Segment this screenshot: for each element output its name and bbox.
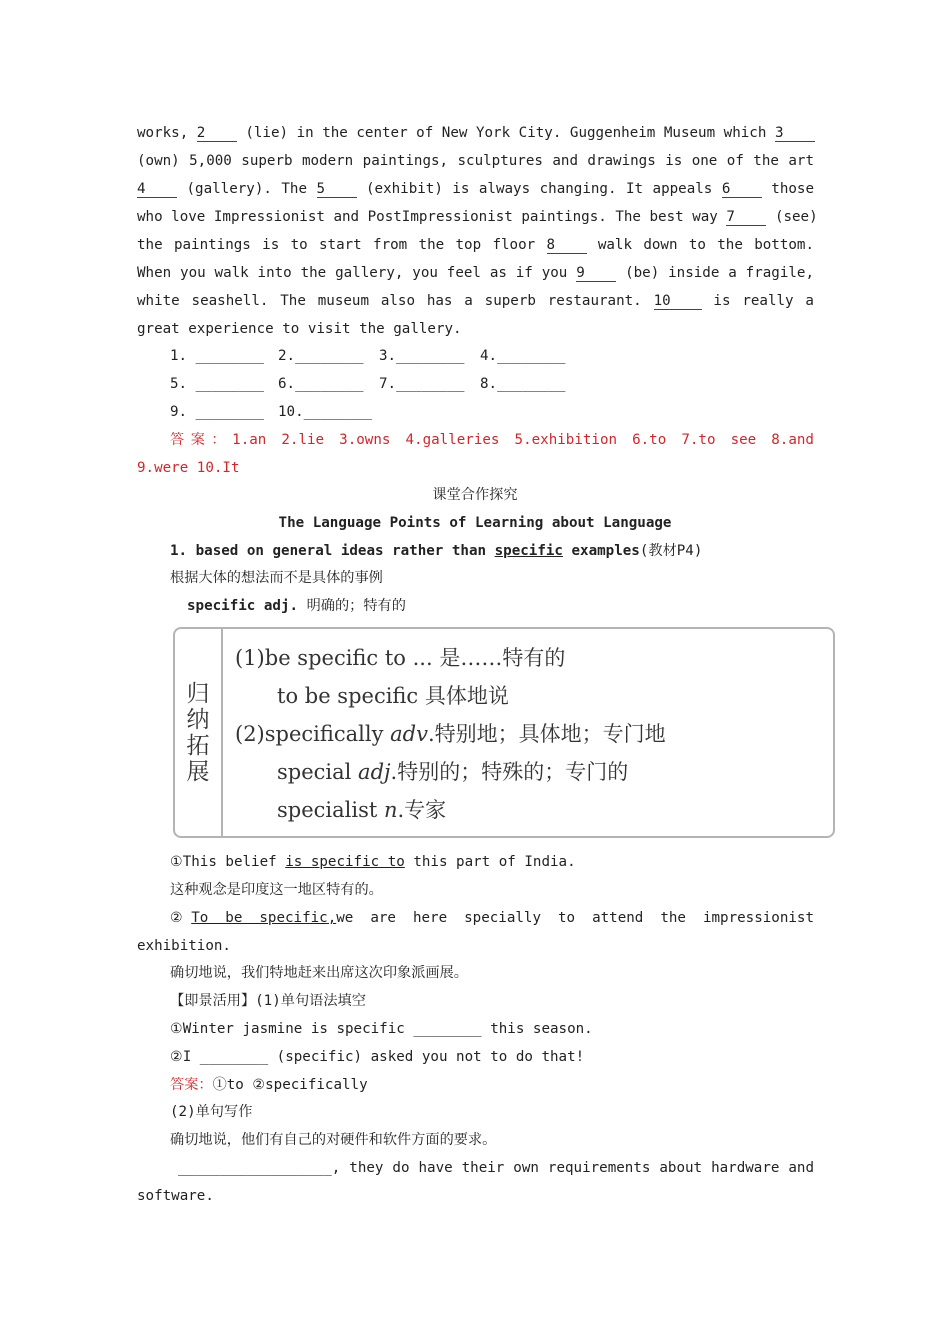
practice-question-1: ①Winter jasmine is specific ________ this season.: [170, 1021, 593, 1037]
box-line-5: specialist n.专家: [277, 798, 447, 822]
blank-10: 10: [654, 293, 702, 310]
practice-question-3-en: __________________, they do have their own requirements about hardware and: [178, 1160, 814, 1176]
passage-line-5: the paintings is to start from the top floor 8 walk down to the bottom.: [137, 237, 815, 253]
answer-slot-1[interactable]: 1. ________: [170, 348, 264, 364]
blank-6: 6: [722, 181, 762, 198]
answer-slot-3[interactable]: 3.________: [379, 348, 465, 364]
blank-8: 8: [547, 237, 587, 254]
point-1-translation: 根据大体的想法而不是具体的事例: [170, 570, 383, 586]
example-2-translation: 确切地说，我们特地赶来出席这次印象派画展。: [170, 965, 468, 981]
blank-7: 7: [726, 209, 766, 226]
section-title: 课堂合作探究: [432, 487, 518, 503]
answer-label: 答案：: [170, 432, 233, 448]
answer-slot-9[interactable]: 9. ________: [170, 404, 264, 420]
practice-question-3-cont: software.: [137, 1188, 214, 1204]
section-subtitle: The Language Points of Learning about Language: [278, 515, 672, 531]
answer-slot-8[interactable]: 8.________: [480, 376, 566, 392]
example-1-translation: 这种观念是印度这一地区特有的。: [170, 882, 383, 898]
answer-key-2: 9.were 10.It: [137, 460, 240, 476]
point-1-definition: specific adj. 明确的；特有的: [187, 598, 406, 614]
example-2: ②To be specific,we are here specially to attend the impressionist: [170, 910, 814, 926]
answer-slot-2[interactable]: 2.________: [278, 348, 364, 364]
blank-3: 3: [775, 125, 815, 142]
passage-line-2: (own) 5,000 superb modern paintings, sculptures and drawings is one of the art: [137, 153, 814, 169]
summary-box: [173, 627, 835, 838]
answer-slot-7[interactable]: 7.________: [379, 376, 465, 392]
practice-heading-2: (2)单句写作: [170, 1104, 253, 1120]
box-divider: [221, 629, 223, 836]
answer-slot-4[interactable]: 4.________: [480, 348, 566, 364]
passage-line-7: white seashell. The museum also has a superb restaurant. 10 is really a: [137, 293, 814, 309]
blank-2: 2: [197, 125, 237, 142]
blank-9: 9: [576, 265, 616, 282]
answer-slot-6[interactable]: 6.________: [278, 376, 364, 392]
answer-key-1: 答案：1.an 2.lie 3.owns 4.galleries 5.exhibition 6.to 7.to see 8.and: [170, 432, 814, 448]
blank-4: 4: [137, 181, 177, 198]
box-title: 归纳拓展: [186, 681, 210, 785]
practice-question-3: 确切地说，他们有自己的对硬件和软件方面的要求。: [170, 1132, 497, 1148]
answer-label: 答案：: [170, 1077, 213, 1093]
box-line-3: (2)specifically adv.特别地；具体地；专门地: [235, 722, 666, 746]
answer-slot-5[interactable]: 5. ________: [170, 376, 264, 392]
practice-question-2: ②I ________ (specific) asked you not to do that!: [170, 1049, 585, 1065]
answer-slot-10[interactable]: 10.________: [278, 404, 372, 420]
box-line-2: to be specific 具体地说: [277, 684, 509, 708]
passage-line-1: works, 2 (lie) in the center of New York City. Guggenheim Museum which 3: [137, 123, 814, 143]
passage-line-6: When you walk into the gallery, you feel as if you 9 (be) inside a fragile,: [137, 265, 814, 281]
box-line-1: (1)be specific to ... 是……特有的: [235, 646, 566, 670]
practice-heading: 【即景活用】(1)单句语法填空: [170, 993, 366, 1009]
passage-line-4: who love Impressionist and PostImpressionist paintings. The best way 7 (see): [137, 209, 818, 225]
passage-line-3: 4 (gallery). The 5 (exhibit) is always changing. It appeals 6 those: [137, 181, 815, 197]
practice-answer: 答案：①to ②specifically: [170, 1077, 368, 1093]
writing-blank[interactable]: __________________,: [178, 1160, 341, 1176]
box-line-4: special adj.特别的；特殊的；专门的: [277, 760, 629, 784]
example-1: ①This belief is specific to this part of India.: [170, 854, 576, 870]
point-1-heading: 1. based on general ideas rather than specific examples(教材P4): [170, 543, 703, 559]
keyword-specific: specific: [494, 543, 563, 559]
example-2-cont: exhibition.: [137, 938, 231, 954]
passage-line-8: great experience to visit the gallery.: [137, 321, 462, 337]
blank-5: 5: [317, 181, 357, 198]
